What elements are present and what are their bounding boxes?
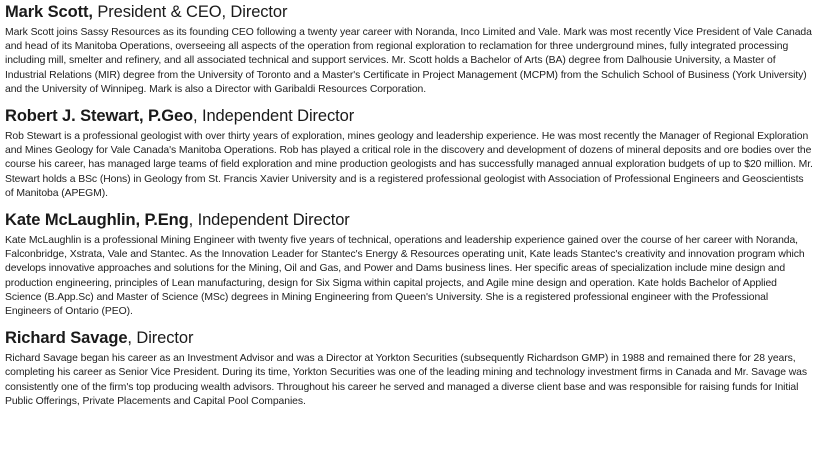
bio-robert-stewart — [5, 106, 813, 201]
bio-mark-scott — [5, 2, 813, 97]
bio-kate-mclaughlin — [5, 210, 813, 319]
director-name: Robert J. Stewart — [5, 107, 139, 126]
director-name: Mark Scott, — [5, 3, 93, 21]
board-bios — [5, 2, 813, 409]
bio-richard-savage — [5, 328, 813, 409]
director-name: Kate McLaughlin — [5, 211, 136, 230]
director-role: , Independent Director — [188, 211, 350, 230]
director-credential: , P.Geo — [139, 107, 194, 126]
bio-heading — [5, 2, 813, 23]
bio-text: Mark Scott joins Sassy Resources as its founding CEO following a twenty year career with Noranda, Inco Limited and Vale. Mark was most recently Vice President of Vale Canada and head of its Manitoba Operations, overseeing all aspects of the operation from regional exploration to reclamation for three underground mines, fully integrated processing including mill, smelter and refinery, and all associated technical and support services. Mr. Scott holds a Bachelor of Arts (BA) degree from Dalhousie University, a Master of Industrial Relations (MIR) degree from the University of Toronto and a Master's Certificate in Project Management (MCPM) from the Schulich School of Business (York University) and the University of Winnipeg. Mark is also a Director with Garibaldi Resources Corporation. — [5, 27, 812, 95]
bio-heading — [5, 328, 813, 349]
bio-heading — [5, 106, 813, 127]
bio-heading — [5, 210, 813, 231]
bio-text: Rob Stewart is a professional geologist with over thirty years of exploration, mines geology and leadership experience. He was most recently the Manager of Regional Exploration and Mines Geology for Vale Canada's Manitoba Operations. Rob has played a critical role in the discovery and development of dozens of mineral deposits and ore bodies over the course his career, has managed large teams of field exploration and mine production geologists and has successfully managed annual exploration budgets of up to $20 million. Mr. Stewart holds a BSc (Hons) in Geology from St. Francis Xavier University and is a registered professional geologist with Association of Professional Engineers and Geoscientists of Manitoba (APEGM). — [5, 131, 813, 199]
director-credential: , P.Eng — [135, 211, 189, 230]
director-role: , Director — [127, 329, 194, 348]
director-role: , Independent Director — [193, 107, 355, 126]
bio-text: Kate McLaughlin is a professional Mining Engineer with twenty five years of technical, operations and leadership experience gained over the course of her career with Noranda, Falconbridge, Xstrata, Vale and Stantec. As the Innovation Leader for Stantec's Energy & Resources operating unit, Kate leads Stantec's creativity and innovation program which develops innovative approaches and solutions for the Mining, Oil and Gas, and Power and Dams business lines. Her specific areas of specialization include mine design and production engineering, principles of Lean manufacturing, design for Six Sigma within capital projects, and Agile mine design and operation. Kate holds Bachelor of Applied Science (B.App.Sc) and Master of Science (MSc) degrees in Mining Engineering from Queen's University. She is a registered professional engineer with the Professional Engineers of Ontario (PEO). — [5, 235, 805, 318]
director-name: Richard Savage — [5, 329, 128, 348]
director-role: President & CEO, Director — [92, 3, 288, 21]
bio-text: Richard Savage began his career as an Investment Advisor and was a Director at Yorkton Securities (subsequently Richardson GMP) in 1988 and remained there for 28 years, completing his career as Senior Vice President. During its time, Yorkton Securities was one of the leading mining and technology investment firms in Canada and Mr. Savage was consistently one of the firm's top producing wealth advisors. Throughout his career he served and managed a diverse client base and was responsible for raising funds for Initial Public Offerings, Private Placements and Capital Pool Companies. — [5, 353, 807, 407]
